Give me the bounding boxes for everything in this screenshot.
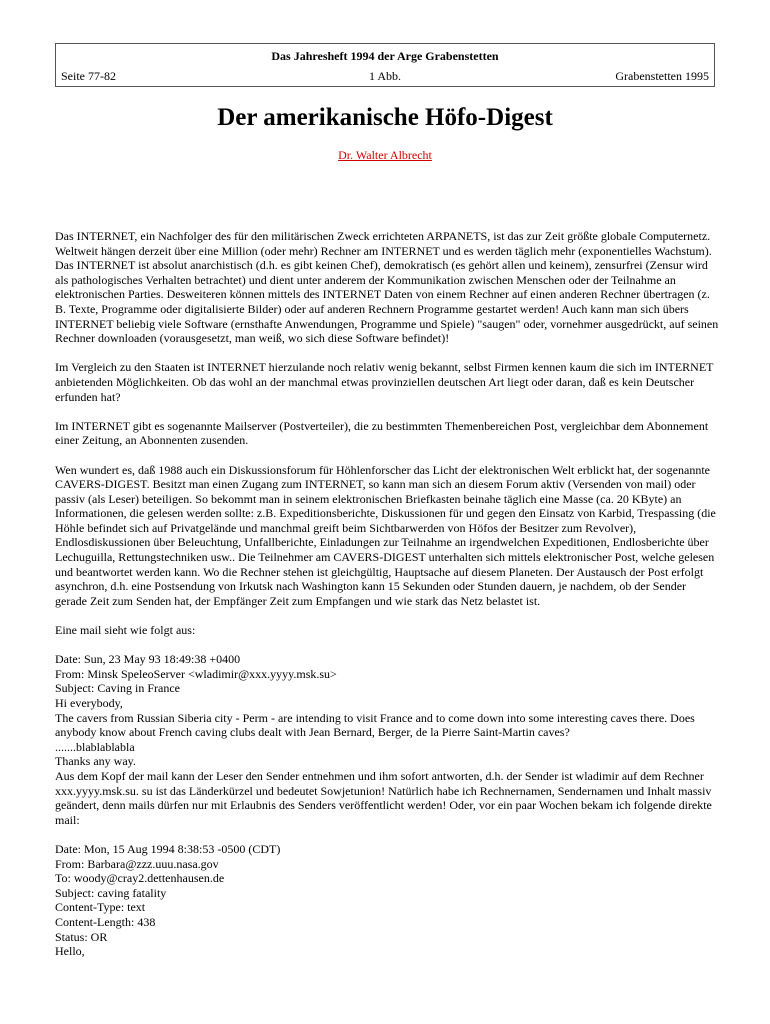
- mail-line: Content-Type: text: [55, 900, 146, 915]
- place-year: Grabenstetten 1995: [615, 69, 709, 83]
- mail-line: The cavers from Russian Siberia city - Perm - are intending to visit France and to come down into some interesting caves there. Does anybody know about French caving clubs dealt with Jean Bernard, Berger, de la Pierre Saint-Martin caves?: [55, 710, 695, 740]
- page-range: Seite 77-82: [61, 69, 116, 83]
- mail-line: Subject: caving fatality: [55, 885, 167, 900]
- mail-line: Thanks any way.: [55, 754, 136, 769]
- journal-title: Das Jahresheft 1994 der Arge Grabenstetten: [271, 49, 499, 63]
- mail-commentary: Aus dem Kopf der mail kann der Leser den Sender entnehmen und ihm sofort antworten, d.h. der Sender ist wladimir auf dem Rechner xxx.yyyy.msk.su. su ist das Länderkürzel und bedeutet Sowjetunion! Natürlich habe ich Rechnernamen, Sendernamen und Inhalt massiv geändert, denn mails dürfen nur mit Erlaubnis des Senders veröffentlicht werden! Oder, vor ein paar Wochen bekam ich folgende direkte mail:: [55, 768, 712, 827]
- mail-line: Status: OR: [55, 929, 108, 944]
- paragraph: Das INTERNET, ein Nachfolger des für den militärischen Zweck errichteten ARPANETS, ist das zur Zeit größte globale Computernetz. Weltweit hängen derzeit über eine Million (oder mehr) Rechner am INTERNET und es werden täglich mehr (exponentielles Wachstum). Das INTERNET ist absolut anarchistisch (d.h. es gibt keinen Chef), demokratisch (es gehört allen und keinem), zensurfrei (Zensur wird als pathologisches Verhalten betrachtet) und dient unter anderem der Kommunikation zwischen Menschen oder der Teilnahme an elektronischen Parties. Desweiteren können mittels des INTERNET Daten von einem Rechner auf einen anderen Rechner übertragen (z. B. Texte, Programme oder digitalisierte Bilder) oder auf anderen Rechnern Programme gestartet werden! Auch kann man sich übers INTERNET beliebig viele Software (ernsthafte Anwendungen, Programme und Spiele) "saugen" oder, vornehmer ausgedrückt, auf seinen Rechner downloaden (vorausgesetzt, man weiß, wo sich diese Software befindet)!: [55, 229, 719, 346]
- mail-line: Hi everybody,: [55, 696, 123, 710]
- article-title: Der amerikanische Höfo-Digest: [217, 104, 553, 131]
- paragraph: Im Vergleich zu den Staaten ist INTERNET hierzulande noch relativ wenig bekannt, selbst Firmen kennen kaum die sich im INTERNET anbietenden Möglichkeiten. Ob das wohl an der manchmal etwas provinziellen deutschen Art liegt oder daran, daß es kein Deutscher erfunden hat?: [55, 360, 714, 404]
- mail-line: Date: Mon, 15 Aug 1994 8:38:53 -0500 (CDT): [55, 841, 281, 856]
- author-line: [0, 148, 770, 163]
- mail-line: To: woody@cray2.dettenhausen.de: [55, 871, 225, 886]
- paragraph: Eine mail sieht wie folgt aus:: [55, 623, 196, 638]
- journal-meta-row: [61, 69, 709, 84]
- mail-line: From: Minsk SpeleoServer <wladimir@xxx.yyyy.msk.su>: [55, 666, 337, 681]
- author-link[interactable]: Dr. Walter Albrecht: [338, 148, 432, 162]
- paragraph: Im INTERNET gibt es sogenannte Mailserver (Postverteiler), die zu bestimmten Themenbereichen Post, vergleichbar dem Abonnement einer Zeitung, an Abonnenten zusenden.: [55, 418, 709, 448]
- mail-line: Subject: Caving in France: [55, 681, 180, 696]
- mail-line: .......blablablabla: [55, 739, 135, 754]
- mail-line: Content-Length: 438: [55, 914, 156, 929]
- mail-line: From: Barbara@zzz.uuu.nasa.gov: [55, 856, 219, 871]
- article-body: [55, 229, 719, 973]
- mail-example-1: [55, 652, 719, 827]
- mail-line: Date: Sun, 23 May 93 18:49:38 +0400: [55, 652, 241, 667]
- paragraph: Wen wundert es, daß 1988 auch ein Diskussionsforum für Höhlenforscher das Licht der elektronischen Welt erblickt hat, der sogenannte CAVERS-DIGEST. Besitzt man einen Zugang zum INTERNET, so kann man sich an diesem Forum aktiv (Versenden von mail) oder passiv (als Leser) beteiligen. So bekommt man in seinem elektronischen Briefkasten beinahe täglich eine Masse (ca. 20 KByte) an Informationen, die gelesen werden sollte: z.B. Expeditionsberichte, Diskussionen für und gegen den Einsatz von Karbid, Trespassing (die Höhle befindet sich auf Privatgelände und manchmal greift beim Sichtbarwerden von Höfos der Besitzer zum Revolver), Endlosdiskussionen über Beleuchtung, Unfallberichte, Einladungen zur Teilnahme an irgendwelchen Expeditionen, Endlosberichte über Lechuguilla, Rettungstechniken usw.. Die Teilnehmer am CAVERS-DIGEST unterhalten sich mittels elektronischer Post, welche gelesen und beantwortet werden kann. Wo die Rechner stehen ist gleichgültig, Hauptsache auf diesem Planeten. Der Austausch der Post erfolgt asynchron, d.h. eine Postsendung von Irkutsk nach Washington kann 15 Sekunden oder Stunden dauern, je nachdem, ob der Sender gerade Zeit zum Senden hat, der Empfänger Zeit zum Empfangen und wie stark das Netz belastet ist.: [55, 462, 716, 608]
- journal-header-box: [55, 43, 715, 87]
- mail-example-2: [55, 842, 719, 959]
- figure-count: 1 Abb.: [368, 69, 401, 83]
- mail-line: Hello,: [55, 944, 85, 959]
